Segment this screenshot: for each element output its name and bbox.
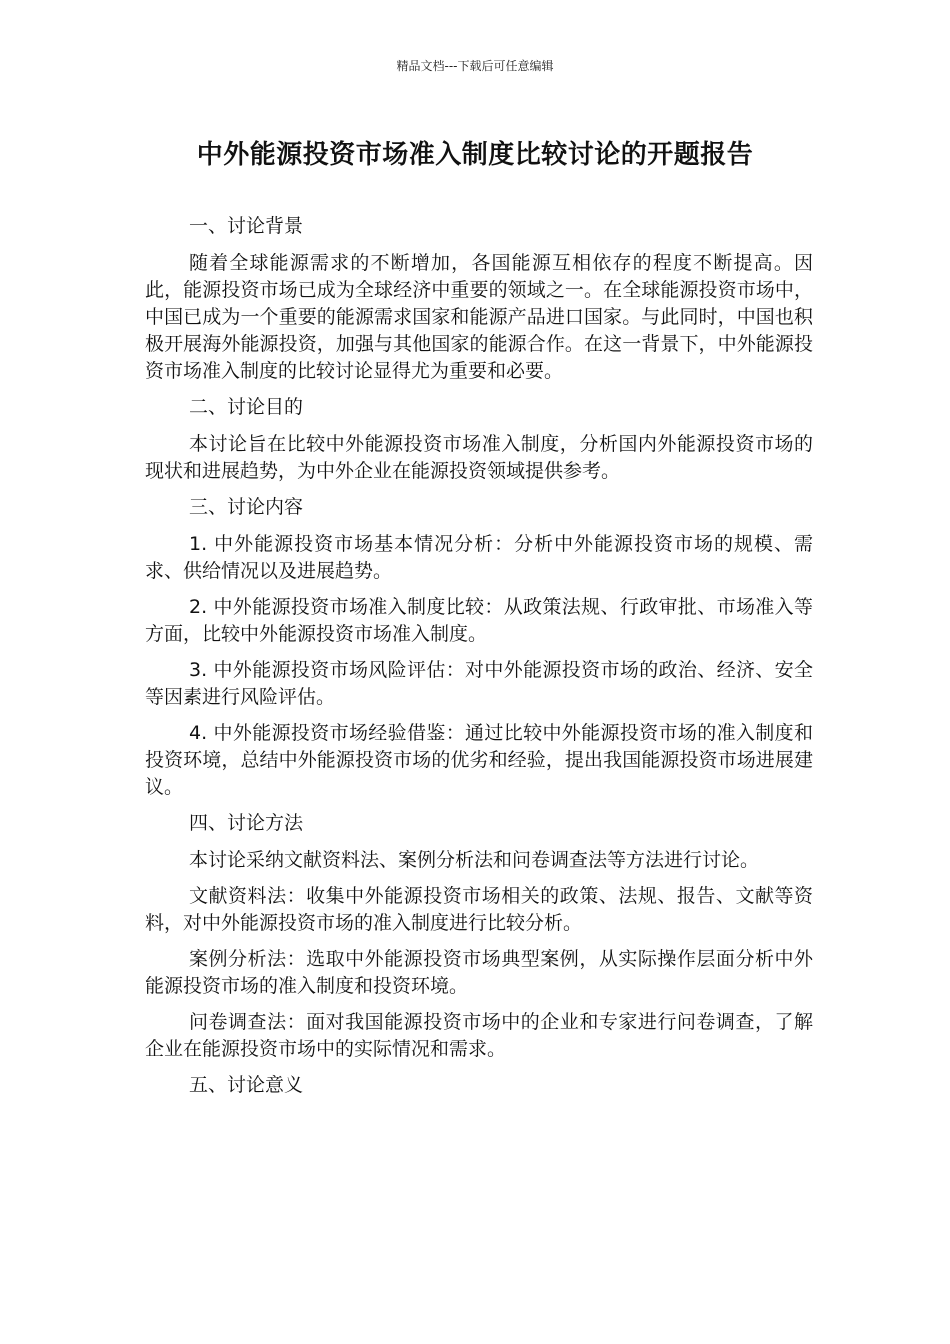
header-note: 精品文档---下载后可任意编辑: [396, 59, 554, 73]
paragraph-background: 随着全球能源需求的不断增加，各国能源互相依存的程度不断提高。因此，能源投资市场已成为全球经济中重要的领域之一。在全球能源投资市场中，中国已成为一个重要的能源需求国家和能源产品进口国家。与此同时，中国也积极开展海外能源投资，加强与其他国家的能源合作。在这一背景下，中外能源投资市场准入制度的比较讨论显得尤为重要和必要。: [145, 252, 813, 382]
paragraph-method-survey: 问卷调查法：面对我国能源投资市场中的企业和专家进行问卷调查，了解企业在能源投资市场中的实际情况和需求。: [145, 1011, 813, 1060]
section-heading-content: 三、讨论内容: [189, 496, 304, 518]
paragraph-purpose: 本讨论旨在比较中外能源投资市场准入制度，分析国内外能源投资市场的现状和进展趋势，为中外企业在能源投资领域提供参考。: [145, 433, 813, 482]
document-title: 中外能源投资市场准入制度比较讨论的开题报告: [196, 140, 754, 170]
paragraph-method-literature: 文献资料法：收集中外能源投资市场相关的政策、法规、报告、文献等资料，对中外能源投资市场的准入制度进行比较分析。: [145, 885, 813, 934]
document-body: [145, 213, 813, 1109]
paragraph-methods-intro: 本讨论采纳文献资料法、案例分析法和问卷调查法等方法进行讨论。: [189, 849, 760, 871]
section-heading-background: 一、讨论背景: [189, 215, 304, 237]
paragraph-method-case: 案例分析法：选取中外能源投资市场典型案例，从实际操作层面分析中外能源投资市场的准入制度和投资环境。: [145, 948, 813, 997]
section-heading-methods: 四、讨论方法: [189, 812, 304, 834]
content-item-2: 2. 中外能源投资市场准入制度比较：从政策法规、行政审批、市场准入等方面，比较中外能源投资市场准入制度。: [145, 596, 813, 645]
content-item-4: 4. 中外能源投资市场经验借鉴：通过比较中外能源投资市场的准入制度和投资环境，总结中外能源投资市场的优劣和经验，提出我国能源投资市场进展建议。: [145, 722, 813, 798]
content-item-3: 3. 中外能源投资市场风险评估：对中外能源投资市场的政治、经济、安全等因素进行风险评估。: [145, 659, 813, 708]
section-heading-significance: 五、讨论意义: [189, 1074, 304, 1096]
section-heading-purpose: 二、讨论目的: [189, 396, 304, 418]
content-item-1: 1. 中外能源投资市场基本情况分析：分析中外能源投资市场的规模、需求、供给情况以及进展趋势。: [145, 533, 813, 582]
